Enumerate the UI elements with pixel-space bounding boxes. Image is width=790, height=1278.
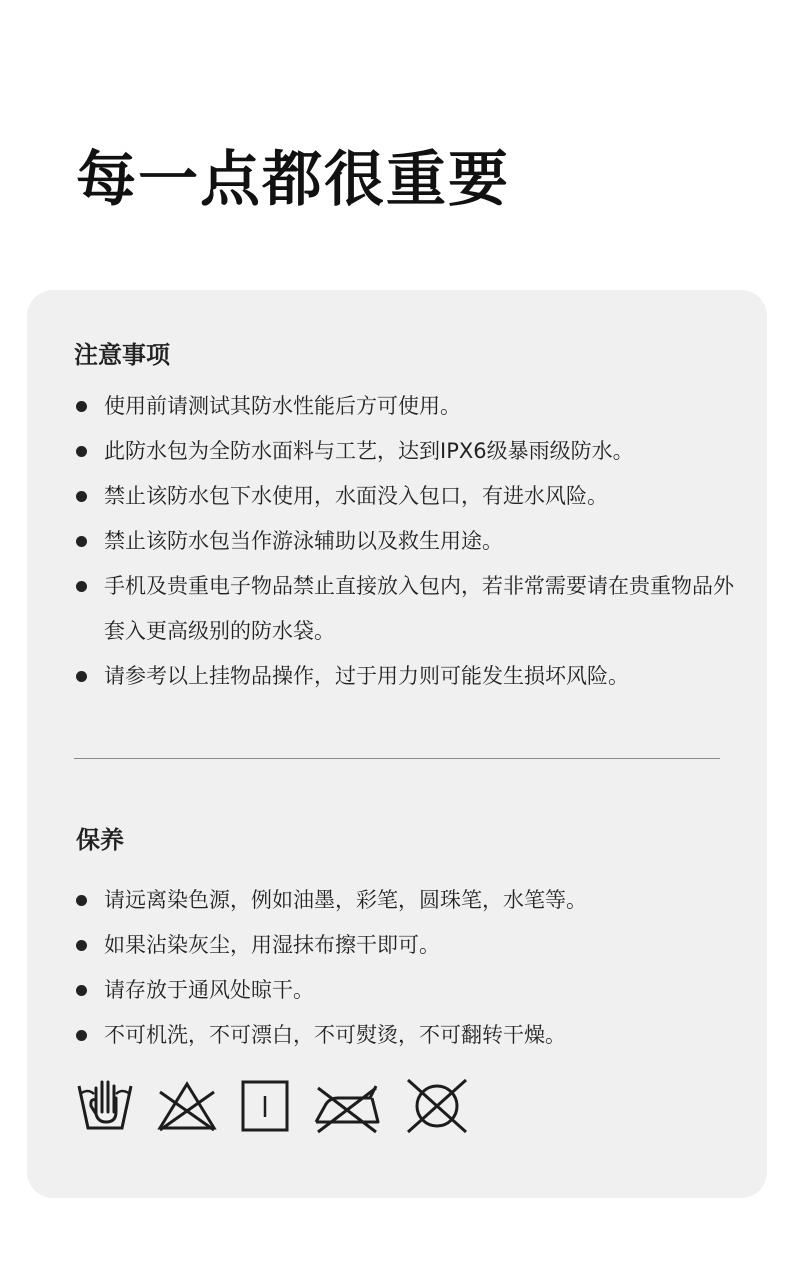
page-title: 每一点都很重要	[76, 145, 510, 215]
list-item: 手机及贵重电子物品禁止直接放入包内，若非常需要请在贵重物品外套入更高级别的防水袋。	[74, 564, 734, 654]
list-item: 禁止该防水包下水使用，水面没入包口，有进水风险。	[74, 474, 734, 519]
care-list	[74, 878, 734, 1058]
hand-wash-icon	[76, 1078, 134, 1134]
list-item: 禁止该防水包当作游泳辅助以及救生用途。	[74, 519, 734, 564]
info-card	[27, 290, 767, 1198]
list-item: 不可机洗，不可漂白，不可熨烫，不可翻转干燥。	[74, 1013, 734, 1058]
line-dry-icon	[240, 1079, 290, 1133]
list-item: 使用前请测试其防水性能后方可使用。	[74, 384, 734, 429]
list-item: 请参考以上挂物品操作，过于用力则可能发生损坏风险。	[74, 654, 734, 699]
list-item: 请存放于通风处晾干。	[74, 968, 734, 1013]
notice-list	[74, 384, 734, 699]
notice-title: 注意事项	[74, 341, 170, 369]
no-tumble-dry-icon	[404, 1078, 470, 1134]
no-iron-icon	[312, 1078, 382, 1134]
care-icons	[76, 1078, 470, 1134]
list-item: 如果沾染灰尘，用湿抹布擦干即可。	[74, 923, 734, 968]
list-item: 请远离染色源，例如油墨，彩笔，圆珠笔，水笔等。	[74, 878, 734, 923]
list-item: 此防水包为全防水面料与工艺，达到IPX6级暴雨级防水。	[74, 429, 734, 474]
no-bleach-icon	[156, 1078, 218, 1134]
section-divider	[74, 758, 720, 759]
care-title: 保养	[76, 826, 124, 854]
